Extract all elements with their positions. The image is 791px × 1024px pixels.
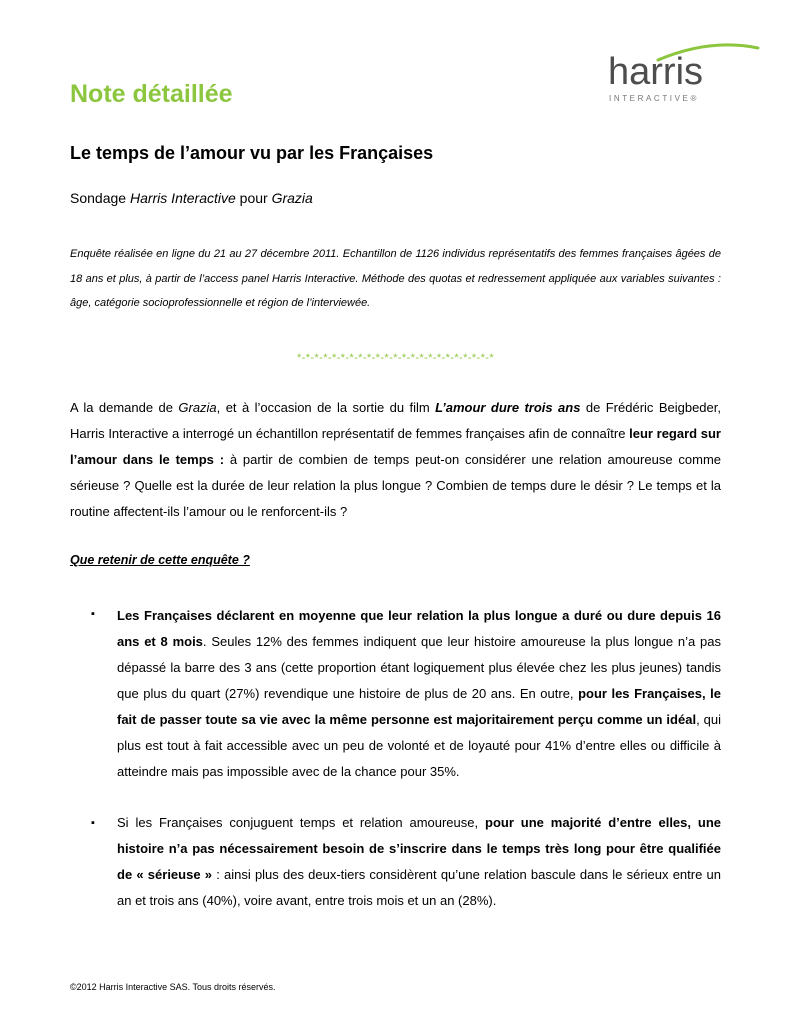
intro-text-2: , et à l’occasion de la sortie du film <box>216 400 436 415</box>
bullet-1-text: . Seules 12% des femmes indiquent que leur histoire amoureuse la plus longue n’a pas dépassé la barre des 3 ans (cette proportion étant logiquement plus élevée chez les plus jeunes) tandis que plus du quart (27%) revendique une histoire de plus de 20 ans. En outre, <box>117 634 721 701</box>
subtitle-pollster: Harris Interactive <box>129 190 236 206</box>
bullet-1-text-2: , qui plus est tout à fait accessible avec un peu de volonté et de loyauté pour 41% d’entre elles ou difficile à atteindre mais pas impossible avec de la chance pour 35%. <box>117 712 721 779</box>
bullet-paragraph-1 <box>117 603 721 785</box>
copyright-footer: ©2012 Harris Interactive SAS. Tous droits réservés. <box>70 982 276 992</box>
logo-wordmark: harris <box>608 51 704 93</box>
logo-subtitle: INTERACTIVE® <box>609 94 699 103</box>
bullet-1-emphasis-2: pour les Françaises, le fait de passer toute sa vie avec la même personne est majoritairement perçu comme un idéal <box>117 686 721 727</box>
intro-paragraph <box>70 395 721 525</box>
intro-text-4: à partir de combien de temps peut-on considérer une relation amoureuse comme sérieuse ? Quelle est la durée de leur relation la plus longue ? Combien de temps dure le désir ? Le temps et la routine affectent-ils l’amour ou le renforcent-ils ? <box>70 452 721 519</box>
subtitle-client: Grazia <box>271 190 313 206</box>
page-heading: Note détaillée <box>70 80 233 108</box>
bullet-marker: ▪ <box>91 608 95 620</box>
intro-text: A la demande de <box>70 400 179 415</box>
subtitle-text-2: pour <box>235 190 272 206</box>
bullet-paragraph-2 <box>117 810 721 914</box>
survey-subtitle <box>70 190 313 206</box>
document-title: Le temps de l’amour vu par les Françaises <box>70 143 434 163</box>
subtitle-text: Sondage <box>70 190 130 206</box>
bullet-2-text: Si les Françaises conjuguent temps et relation amoureuse, <box>117 815 486 830</box>
bullet-1-emphasis: Les Françaises déclarent en moyenne que leur relation la plus longue a duré ou dure depuis 16 ans et 8 mois <box>117 608 721 649</box>
methodology-note: Enquête réalisée en ligne du 21 au 27 décembre 2011. Echantillon de 1126 individus représentatifs des femmes françaises âgées de 18 ans et plus, à partir de l’access panel Harris Interactive. Méthode des quotas et redressement appliquée aux variables suivantes : âge, catégorie socioprofessionnelle et région de l’interviewée. <box>70 248 721 309</box>
bullet-2-emphasis: pour une majorité d’entre elles, une histoire n’a pas nécessairement besoin de s’inscrire dans le temps très long pour être qualifiée de « sérieuse » <box>117 815 722 882</box>
intro-text-3: de Frédéric Beigbeder, Harris Interactive a interrogé un échantillon représentatif de femmes françaises afin de connaître <box>70 400 721 441</box>
harris-interactive-logo <box>600 42 765 107</box>
separator: *-*-*-*-*-*-*-*-*-*-*-*-*-*-*-*-*-*-*-*-*-*-* <box>296 352 495 364</box>
bullet-marker: ▪ <box>91 817 95 829</box>
bullet-2-text-2: : ainsi plus des deux-tiers considèrent qu’une relation bascule dans le sérieux entre un an et trois ans (40%), voire avant, entre trois mois et un an (28%). <box>117 867 721 908</box>
intro-magazine: Grazia <box>178 400 217 415</box>
intro-film-title: L’amour dure trois ans <box>435 400 581 415</box>
intro-emphasis: leur regard sur l’amour dans le temps : <box>70 426 721 467</box>
section-question: Que retenir de cette enquête ? <box>70 553 250 567</box>
